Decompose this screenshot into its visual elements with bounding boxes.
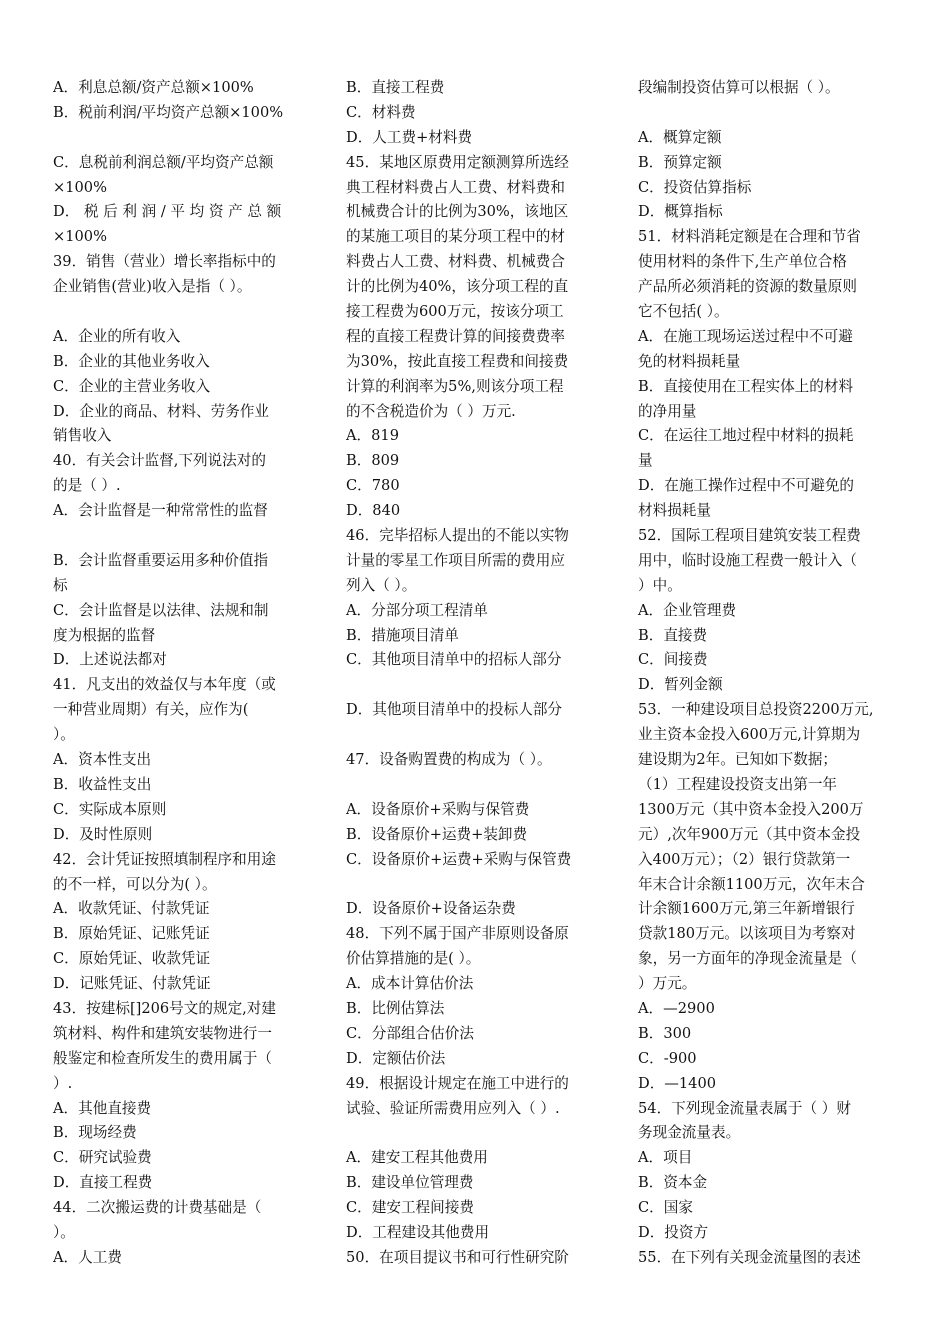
text-line: B．现场经费	[53, 1124, 137, 1142]
text-line: ）。	[53, 1223, 75, 1241]
text-line: 业主资本金投入600万元,计算期为	[638, 726, 861, 744]
text-line	[638, 101, 904, 126]
text-line: D．投资方	[638, 1223, 709, 1241]
text-line: B．措施项目清单	[346, 626, 459, 644]
text-line: C．息税前利润总额/平均资产总额	[53, 153, 274, 171]
text-line: A．分部分项工程清单	[346, 601, 488, 619]
text-line: 务现金流量表。	[638, 1124, 741, 1142]
text-line: C．投资估算指标	[638, 178, 752, 196]
text-line: B．建设单位管理费	[346, 1174, 474, 1192]
text-line: C．在运往工地过程中材料的损耗	[638, 427, 854, 445]
text-line: B．直接使用在工程实体上的材料	[638, 377, 854, 395]
text-line	[346, 723, 610, 748]
text-line: D． 税 后 利 润 / 平 均 资 产 总 额	[53, 203, 282, 221]
text-line: A．企业管理费	[638, 601, 737, 619]
text-line: B．税前利润/平均资产总额×100%	[53, 103, 284, 121]
text-line: 49．根据设计规定在施工中进行的	[346, 1074, 569, 1092]
text-line: 计量的零星工作项目所需的费用应	[346, 551, 565, 569]
text-line: 元）,次年900万元（其中资本金投	[638, 825, 861, 843]
text-line: C．-900	[638, 1049, 697, 1067]
text-line: 它不包括( ）。	[638, 303, 729, 321]
text-line: D．840	[346, 502, 401, 520]
text-line: 计余额1600万元,第三年新增银行	[638, 900, 855, 918]
text-line: B．资本金	[638, 1174, 708, 1192]
text-line: 料费占人工费、材料费、机械费合	[346, 253, 565, 271]
text-line: D．工程建设其他费用	[346, 1223, 490, 1241]
text-line: 入400万元）；（2）银行贷款第一	[638, 850, 851, 868]
text-line: 价估算措施的是( ）。	[346, 950, 481, 968]
text-line: 免的材料损耗量	[638, 352, 741, 370]
text-line: B．原始凭证、记账凭证	[53, 925, 210, 943]
text-line: 用中，临时设施工程费一般计入（	[638, 551, 857, 569]
text-line: B．809	[346, 452, 400, 470]
text-line: 产品所必须消耗的资源的数量原则	[638, 278, 857, 296]
text-line: D．企业的商品、材料、劳务作业	[53, 402, 270, 420]
text-line: A．设备原价+采购与保管费	[346, 800, 530, 818]
text-line: C．会计监督是以法律、法规和制	[53, 601, 269, 619]
text-line: 销售收入	[53, 427, 112, 445]
text-line: 的不含税造价为（ ）万元.	[346, 402, 516, 420]
text-line: 计算的利润率为5%,则该分项工程	[346, 377, 564, 395]
text-line: C．建安工程间接费	[346, 1199, 474, 1217]
text-line: 43．按建标[]206号文的规定,对建	[53, 999, 276, 1017]
text-line: D．人工费+材料费	[346, 128, 473, 146]
text-line: D．在施工操作过程中不可避免的	[638, 477, 855, 495]
text-line: C．原始凭证、收款凭证	[53, 950, 211, 968]
text-line: 48．下列不属于国产非原则设备原	[346, 925, 569, 943]
text-line: 建设期为2年。已知如下数据；	[638, 751, 838, 769]
text-line	[53, 524, 315, 549]
text-line: 39．销售（营业）增长率指标中的	[53, 253, 276, 271]
text-line: D．定额估价法	[346, 1049, 446, 1067]
text-line: A．利息总额/资产总额×100%	[53, 79, 254, 96]
text-line: 50．在项目提议书和可行性研究阶	[346, 1248, 569, 1266]
text-line: C．实际成本原则	[53, 800, 167, 818]
text-line: 的净用量	[638, 402, 697, 420]
text-line: ×100%	[53, 178, 107, 196]
text-line: B．企业的其他业务收入	[53, 352, 210, 370]
text-line: D．记账凭证、付款凭证	[53, 975, 211, 993]
text-line: ）.	[53, 1074, 73, 1092]
text-line: D．直接工程费	[53, 1174, 153, 1192]
text-line: A．企业的所有收入	[53, 327, 181, 345]
text-column-middle	[346, 76, 610, 1271]
text-line: B．收益性支出	[53, 775, 152, 793]
text-line: 计的比例为40%，该分项工程的直	[346, 278, 569, 296]
text-line: C．分部组合估价法	[346, 1024, 474, 1042]
text-line: D．其他项目清单中的投标人部分	[346, 701, 563, 719]
text-line: D．暂列金额	[638, 676, 723, 694]
text-line: 段编制投资估算可以根据（ ）。	[638, 79, 840, 96]
text-line: A．819	[346, 427, 399, 445]
text-line: D．及时性原则	[53, 825, 153, 843]
text-line: 44．二次搬运费的计费基础是（	[53, 1199, 262, 1217]
text-line: 度为根据的监督	[53, 626, 156, 644]
text-line: 典工程材料费占人工费、材料费和	[346, 178, 565, 196]
text-line: 列入（ ）。	[346, 576, 417, 594]
text-line: B．直接费	[638, 626, 708, 644]
text-line	[53, 300, 315, 325]
text-line: C．材料费	[346, 103, 416, 121]
text-line: A．人工费	[53, 1248, 122, 1266]
text-line: ）。	[53, 726, 75, 744]
text-column-left	[53, 76, 315, 1271]
text-line: 量	[638, 452, 653, 470]
text-line: A．成本计算估价法	[346, 975, 474, 993]
text-line: C．设备原价+运费+采购与保管费	[346, 850, 572, 868]
text-line: 般鉴定和检查所发生的费用属于（	[53, 1049, 272, 1067]
text-line: 41．凡支出的效益仅与本年度（或	[53, 676, 276, 694]
text-line: D．上述说法都对	[53, 651, 167, 669]
text-line: 的某施工项目的某分项工程中的材	[346, 228, 565, 246]
text-line: 52．国际工程项目建筑安装工程费	[638, 527, 861, 545]
text-line: 1300万元（其中资本金投入200万	[638, 800, 864, 818]
text-line: 为30%，按此直接工程费和间接费	[346, 352, 569, 370]
text-line: 使用材料的条件下,生产单位合格	[638, 253, 847, 271]
text-line: B．会计监督重要运用多种价值指	[53, 551, 269, 569]
text-line	[346, 1121, 610, 1146]
text-line: C．研究试验费	[53, 1149, 152, 1167]
text-line: C．其他项目清单中的招标人部分	[346, 651, 562, 669]
text-line: A．项目	[638, 1149, 693, 1167]
text-line: 53．一种建设项目总投资2200万元,	[638, 701, 874, 719]
text-line: ×100%	[53, 228, 107, 246]
text-line: ）中。	[638, 576, 682, 594]
text-line: 企业销售(营业)收入是指（ ）。	[53, 278, 252, 296]
text-line: B．比例估算法	[346, 999, 445, 1017]
text-line: A．在施工现场运送过程中不可避	[638, 327, 853, 345]
text-line: A．会计监督是一种常常性的监督	[53, 502, 268, 520]
text-line: A．其他直接费	[53, 1099, 152, 1117]
text-line: 47．设备购置费的构成为（ ）。	[346, 751, 552, 769]
text-line	[53, 126, 315, 151]
text-line: 45．某地区原费用定额测算所选经	[346, 153, 569, 171]
text-line: 51．材料消耗定额是在合理和节省	[638, 228, 861, 246]
text-line	[346, 873, 610, 898]
text-line: B．设备原价+运费+装卸费	[346, 825, 528, 843]
text-line: 标	[53, 576, 68, 594]
text-line: ）万元。	[638, 975, 697, 993]
text-line	[346, 673, 610, 698]
text-line: C．780	[346, 477, 400, 495]
text-line: A．资本性支出	[53, 751, 152, 769]
text-line: 40．有关会计监督,下列说法对的	[53, 452, 266, 470]
text-line: A．收款凭证、付款凭证	[53, 900, 210, 918]
text-line: B．预算定额	[638, 153, 722, 171]
text-line: 一种营业周期）有关，应作为(	[53, 701, 249, 719]
text-line: A．概算定额	[638, 128, 722, 146]
text-line: 年末合计余额1100万元，次年末合	[638, 875, 865, 893]
text-line: C．企业的主营业务收入	[53, 377, 211, 395]
text-line: 贷款180万元。以该项目为考察对	[638, 925, 856, 943]
text-line: D．概算指标	[638, 203, 723, 221]
text-line: 46．完毕招标人提出的不能以实物	[346, 527, 569, 545]
text-line: 机械费合计的比例为30%，该地区	[346, 203, 569, 221]
text-line: C．间接费	[638, 651, 708, 669]
text-line: B．直接工程费	[346, 79, 445, 96]
text-column-right	[638, 76, 904, 1271]
text-line: 的是（ ）.	[53, 477, 121, 495]
text-line: D．设备原价+设备运杂费	[346, 900, 516, 918]
text-line	[346, 773, 610, 798]
text-line: C．国家	[638, 1199, 693, 1217]
text-line: A．—2900	[638, 999, 715, 1017]
text-line: A．建安工程其他费用	[346, 1149, 488, 1167]
text-line: 材料损耗量	[638, 502, 711, 520]
text-line: 54．下列现金流量表属于（ ）财	[638, 1099, 851, 1117]
text-line: （1）工程建设投资支出第一年	[638, 775, 838, 793]
text-line: 试验、验证所需费用应列入（ ）.	[346, 1099, 560, 1117]
text-line: D．—1400	[638, 1074, 717, 1092]
text-line: 的不一样，可以分为( ）。	[53, 875, 217, 893]
text-line: B．300	[638, 1024, 692, 1042]
text-line: 程的直接工程费计算的间接费费率	[346, 327, 565, 345]
text-line: 象，另一方面年的净现金流量是（	[638, 950, 857, 968]
text-line: 55．在下列有关现金流量图的表述	[638, 1248, 861, 1266]
text-line: 42．会计凭证按照填制程序和用途	[53, 850, 276, 868]
text-line: 接工程费为600万元，按该分项工	[346, 303, 564, 321]
text-line: 筑材料、构件和建筑安装物进行一	[53, 1024, 272, 1042]
